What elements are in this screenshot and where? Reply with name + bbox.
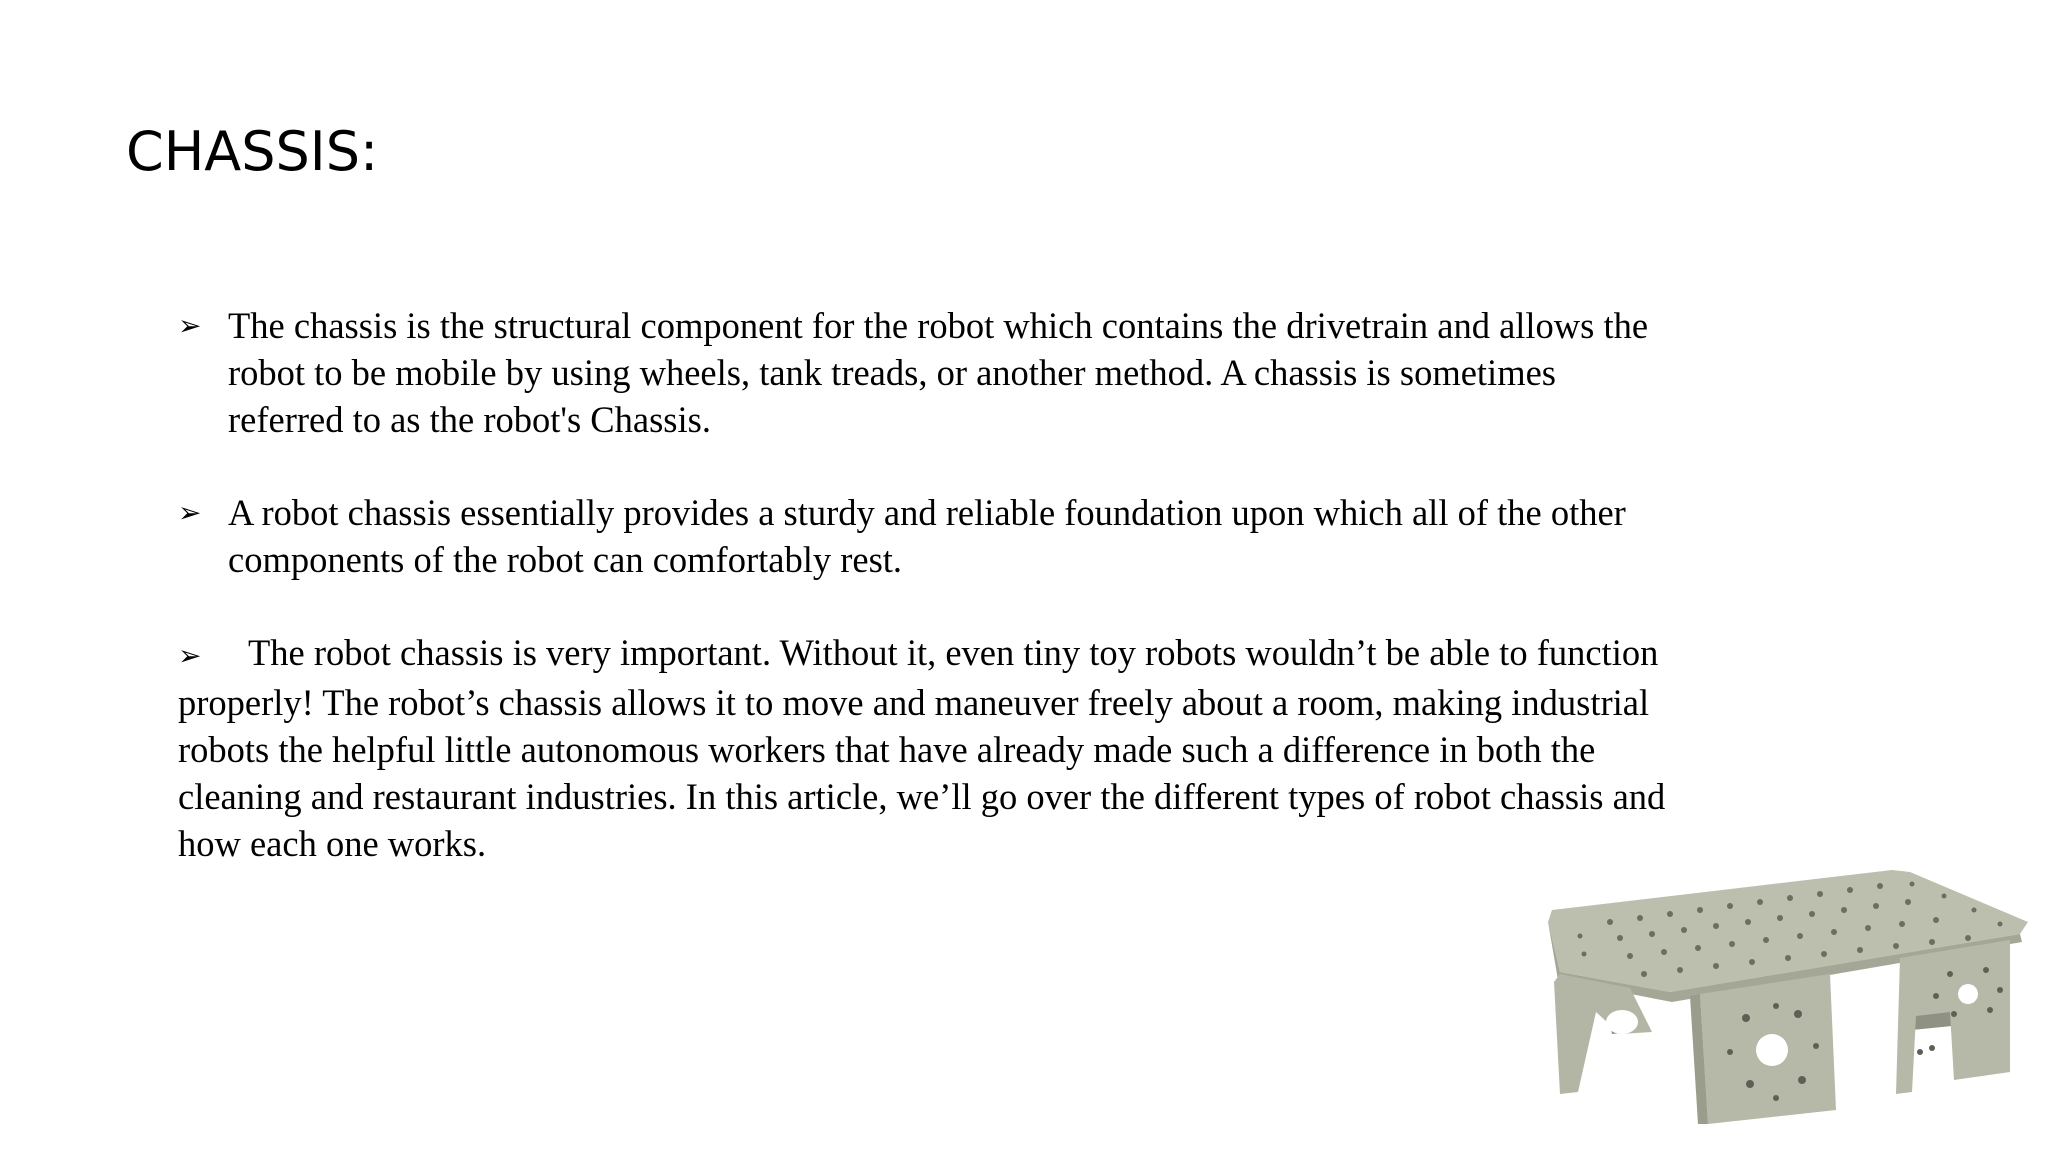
- arrow-bullet-icon: ➢: [178, 496, 202, 529]
- bullet-list: [178, 302, 1678, 867]
- arrow-bullet-icon: ➢: [178, 639, 202, 672]
- bullet-item: [178, 629, 1678, 867]
- robot-chassis-plate-icon: [1540, 862, 2032, 1134]
- slide-title: CHASSIS:: [126, 120, 379, 183]
- bullet-text: A robot chassis essentially provides a sturdy and reliable foundation upon which all of the other components of the robot can comfortably rest.: [228, 492, 1626, 580]
- robot-chassis-image: [1540, 862, 2032, 1134]
- bullet-text: The robot chassis is very important. Without it, even tiny toy robots wouldn’t be able to function properly! The robot’s chassis allows it to move and maneuver freely about a room, making industrial robots the helpful little autonomous workers that have already made such a difference in both the cleaning and restaurant industries. In this article, we’ll go over the different types of robot chassis and how each one works.: [178, 632, 1666, 864]
- arrow-bullet-icon: ➢: [178, 309, 202, 342]
- bullet-item: [178, 302, 1678, 443]
- bullet-item: [178, 489, 1678, 583]
- bullet-text: The chassis is the structural component for the robot which contains the drivetrain and allows the robot to be mobile by using wheels, tank treads, or another method. A chassis is sometimes referred to as the robot's Chassis.: [228, 305, 1649, 440]
